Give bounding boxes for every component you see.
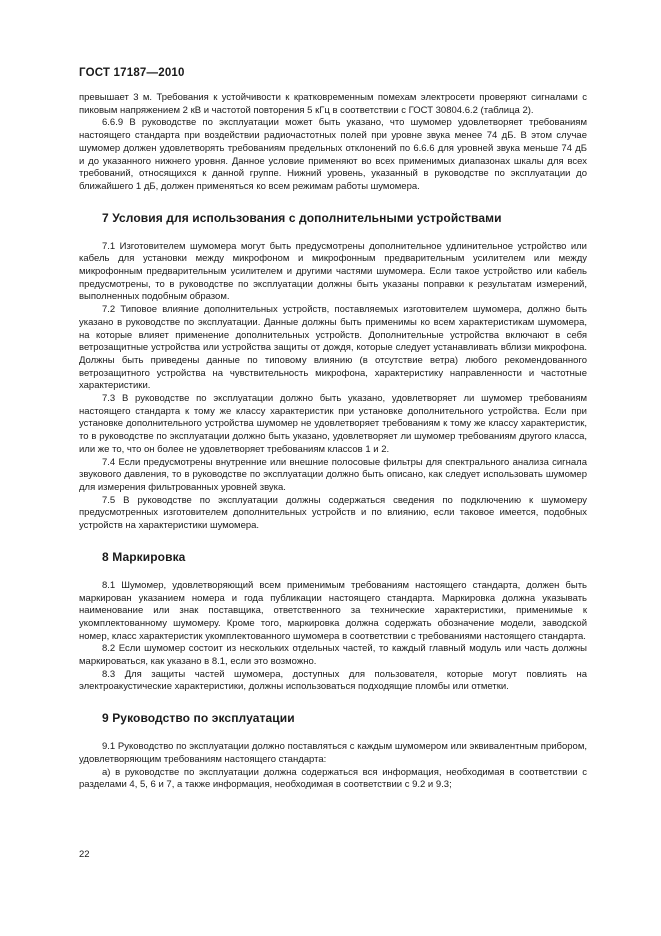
paragraph-9-1-a: а) в руководстве по эксплуатации должна содержаться вся информация, необходимая в соответствии с разделами 4, 5, 6 и 7, а также информация, необходимая в соответствии с 9.2 и 9.3;	[79, 766, 587, 791]
section-9-title: 9 Руководство по эксплуатации	[102, 711, 295, 726]
section-8-title: 8 Маркировка	[102, 549, 186, 564]
paragraph-6-6-9: 6.6.9 В руководстве по эксплуатации может быть указано, что шумомер удовлетворяет требованиям настоящего стандарта при воздействии радиочастотных полей при уровне звука менее 74 дБ. В этом случае шумомер должен удовлетворять требованиям предельных отклонений по 6.6.6 для уровней звука меньше 74 дБ и до указанного нижнего уровня. Данное условие применяют во всех применимых диапазонах шкалы для всех требований, относящихся к данной группе. Нижний уровень, указанный в руководстве по эксплуатации до ближайшего 1 дБ, должен применяться ко всем режимам работы шумомера.	[79, 117, 587, 192]
paragraph-7-3: 7.3 В руководстве по эксплуатации должно быть указано, удовлетворяет ли шумомер требованиям настоящего стандарта к тому же классу характеристик при установке дополнительного устройства. Если при установке дополнительного устройства шумомер не удовлетворяет требованиям к тому же классу характеристик, то в руководстве по эксплуатации должно быть указано, удовлетворяет ли шумомер требованиям другого класса, или же то, что он более не удовлетворяет требованиям классов 1 и 2.	[79, 393, 587, 455]
page-content	[79, 92, 587, 792]
paragraph-7-4: 7.4 Если предусмотрены внутренние или внешние полосовые фильтры для спектрального анализа сигнала звукового давления, то в руководстве по эксплуатации должно быть описано, как следует использовать шумомер для измерения фильтрованных уровней звука.	[79, 456, 587, 493]
section-7-title: 7 Условия для использования с дополнительными устройствами	[102, 210, 502, 225]
paragraph-9-1: 9.1 Руководство по эксплуатации должно поставляться с каждым шумомером или эквивалентным прибором, удовлетворяющим требованиям настоящего стандарта:	[79, 741, 587, 765]
paragraph-8-2: 8.2 Если шумомер состоит из нескольких отдельных частей, то каждый главный модуль или часть должны маркироваться, как указано в 8.1, если это возможно.	[79, 643, 587, 668]
paragraph-7-2: 7.2 Типовое влияние дополнительных устройств, поставляемых изготовителем шумомера, должно быть указано в руководстве по эксплуатации. Данные должны быть применимы ко всем характеристикам шумомера, на которые влияет применение дополнительных устройств. Дополнительные устройства включают в себя ветрозащитные устройства или устройства защиты от дождя, которые следует устанавливать вблизи микрофона. Должны быть приведены данные по типовому влиянию (в отсутствие ветра) любого рекомендованного ветрозащитного устройства на чувствительность микрофона, характеристику направленности и частотные характеристики.	[79, 304, 587, 392]
paragraph-7-5: 7.5 В руководстве по эксплуатации должны содержаться сведения по подключению к шумомеру предусмотренных изготовителем дополнительных устройств и по влиянию, если таковое имеется, подобных устройств на характеристики шумомера.	[79, 494, 587, 532]
page-number: 22	[79, 849, 90, 860]
paragraph-7-1: 7.1 Изготовителем шумомера могут быть предусмотрены дополнительное удлинительное устройство или кабель для установки между микрофоном и микрофонным предварительным усилителем или между микрофонным предварительным усилителем и другими частями шумомера. Если такое устройство или кабель предусмотрены, то в руководстве по эксплуатации должны быть указаны поправки к результатам измерений, выполненных подобным образом.	[79, 240, 587, 303]
paragraph-8-3: 8.3 Для защиты частей шумомера, доступных для пользователя, которые могут повлиять на электроакустические характеристики, должны использоваться подходящие пломбы или отметки.	[79, 668, 587, 693]
paragraph-8-1: 8.1 Шумомер, удовлетворяющий всем применимым требованиям настоящего стандарта, должен быть маркирован указанием номера и года публикации настоящего стандарта. Маркировка должна указывать наименование или знак поставщика, ответственного за технические характеристики, применимые к укомплектованному шумомеру. Кроме того, маркировка должна содержать обозначение модели, заводской номер, класс характеристик укомплектованного шумомера в соответствии с требованиями настоящего стандарта.	[79, 579, 587, 642]
page-header: ГОСТ 17187—2010	[79, 67, 185, 79]
paragraph: превышает 3 м. Требования к устойчивости к кратковременным помехам электросети проверяют сигналами с пиковым напряжением 2 кВ и частотой повторения 5 кГц в соответствии с ГОСТ 30804.6.2 (таблица 2).	[79, 92, 587, 116]
